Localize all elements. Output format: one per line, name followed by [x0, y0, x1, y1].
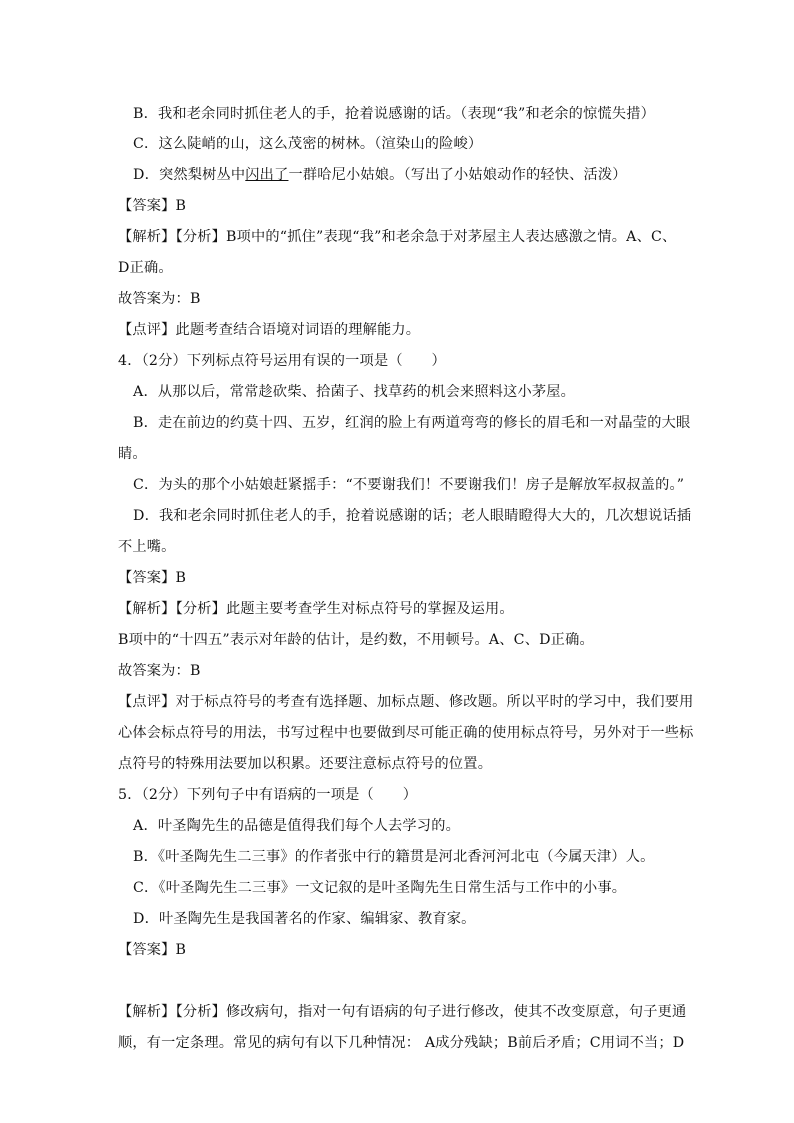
q5-answer: 【答案】B [118, 942, 187, 958]
q5-option-c: C．《叶圣陶先生二三事》一文记叙的是叶圣陶先生日常生活与工作中的小事。 [133, 880, 627, 896]
q5-option-b: B．《叶圣陶先生二三事》的作者张中行的籍贯是河北香河河北屯（今属天津）人。 [133, 849, 655, 865]
q3-option-d-suffix: 一群哈尼小姑娘。（写出了小姑娘动作的轻快、活泼） [288, 167, 627, 183]
q5-analysis-line2: 顺，有一定条理。常见的病句有以下几种情况： A成分残缺；B前后矛盾；C用词不当；D [118, 1035, 685, 1051]
q4-option-d-line2: 不上嘴。 [118, 539, 176, 555]
q4-conclusion: 故答案为：B [118, 663, 201, 679]
q5-stem: 5．（2分）下列句子中有语病的一项是（ ） [118, 787, 418, 803]
q3-option-d-underlined: 闪出了 [245, 167, 289, 183]
q3-option-d [133, 165, 698, 185]
q3-analysis-line2: D正确。 [118, 260, 173, 276]
q3-option-b: B．我和老余同时抓住老人的手，抢着说感谢的话。（表现“我”和老余的惊慌失措） [133, 106, 655, 122]
q4-comment-line3: 点符号的特殊用法要加以积累。还要注意标点符号的位置。 [118, 756, 493, 772]
q4-option-d-line1: D．我和老余同时抓住老人的手，抢着说感谢的话；老人眼睛瞪得大大的，几次想说话插 [133, 508, 692, 524]
q4-answer: 【答案】B [118, 570, 187, 586]
q3-comment: 【点评】此题考查结合语境对词语的理解能力。 [118, 322, 421, 338]
q5-analysis-line1: 【解析】【分析】修改病句，指对一句有语病的句子进行修改，使其不改变原意，句子更通 [118, 1004, 687, 1020]
q4-option-b-line2: 睛。 [118, 446, 147, 462]
q4-comment-line1: 【点评】对于标点符号的考查有选择题、加标点题、修改题。所以平时的学习中，我们要用 [118, 694, 694, 710]
q5-option-d: D．叶圣陶先生是我国著名的作家、编辑家、教育家。 [133, 911, 476, 927]
q3-conclusion: 故答案为：B [118, 291, 201, 307]
q4-option-c: C．为头的那个小姑娘赶紧摇手：“不要谢我们！不要谢我们！房子是解放军叔叔盖的。” [133, 477, 685, 493]
q3-answer: 【答案】B [118, 198, 187, 214]
q4-analysis-line2: B项中的“十四五”表示对年龄的估计，是约数，不用顿号。A、C、D正确。 [118, 632, 594, 648]
q5-option-a: A．叶圣陶先生的品德是值得我们每个人去学习的。 [133, 818, 460, 834]
q4-stem: 4．（2分）下列标点符号运用有误的一项是（ ） [118, 353, 446, 369]
q4-comment-line2: 心体会标点符号的用法，书写过程中也要做到尽可能正确的使用标点符号，另外对于一些标 [118, 725, 694, 741]
q4-option-a: A．从那以后，常常趁砍柴、拾菌子、找草药的机会来照料这小茅屋。 [133, 384, 576, 400]
q4-analysis-line1: 【解析】【分析】此题主要考查学生对标点符号的掌握及运用。 [118, 601, 514, 617]
q4-option-b-line1: B．走在前边的约莫十四、五岁，红润的脸上有两道弯弯的修长的眉毛和一对晶莹的大眼 [133, 415, 691, 431]
q3-option-c: C．这么陡峭的山，这么茂密的树林。（渲染山的险峻） [133, 136, 483, 152]
q3-analysis-line1: 【解析】【分析】B项中的“抓住”表现“我”和老余急于对茅屋主人表达感激之情。A、C、 [118, 229, 677, 245]
q3-option-d-prefix: D．突然梨树丛中 [133, 167, 246, 183]
